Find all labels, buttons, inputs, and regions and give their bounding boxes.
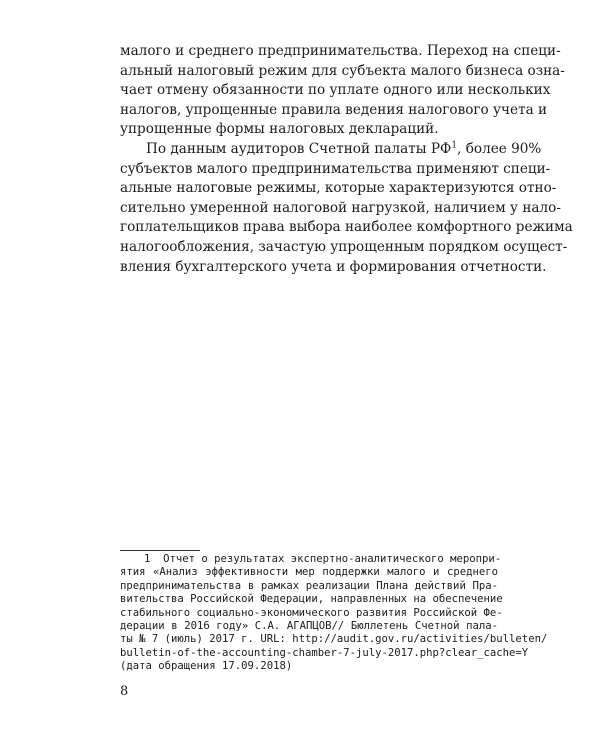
text-line: гоплательщиков права выбора наиболее комфортного режима [120,219,573,236]
text-line: налогов, упрощенные правила ведения налогового учета и [120,101,548,118]
footnote-reference[interactable]: 1 [451,140,458,151]
para2-start-text: По данным аудиторов Счетной палаты РФ [146,140,452,157]
footnote-separator [120,550,200,551]
text-line: упрощенные формы налоговых деклараций. [120,121,439,138]
footnote-first-text: Отчет о результатах экспертно-аналитического меропри- [163,553,502,565]
text-line: чает отмену обязанности по уплате одного или нескольких [120,82,551,99]
text-line: альные налоговые режимы, которые характеризуются отно- [120,180,557,197]
footnote-line: дерации в 2016 году» С.А. АГАПЦОВ// Бюллетень Счетной пала- [120,620,498,633]
text-line: субъектов малого предпринимательства применяют специ- [120,160,551,177]
footnote-mark: 1 [144,553,151,565]
footnote-line: стабильного социально-экономического развития Российской Фе- [120,606,503,619]
paragraph-2 [120,140,573,277]
main-text [120,42,573,277]
footnote [120,553,548,674]
page-number: 8 [120,684,129,699]
text-line: налогообложения, зачастую упрощенным порядком осущест- [120,238,568,255]
footnote-url-line[interactable]: bulletin-of-the-accounting-chamber-7-july-2017.php?clear_cache=Y [120,646,529,659]
text-line: вления бухгалтерского учета и формирования отчетности. [120,258,547,275]
text-line [120,140,542,160]
footnote-line: ятия «Анализ эффективности мер поддержки малого и среднего [120,566,498,579]
footnote-line: предпринимательства в рамках реализации Плана действий Пра- [120,579,498,592]
paragraph-1 [120,42,565,140]
footnote-line: вительства Российской Федерации, направленных на обеспечение [120,593,503,606]
text-line: альный налоговый режим для субъекта малого бизнеса озна- [120,62,565,79]
footnote-line: ты № 7 (июль) 2017 г. URL: http://audit.gov.ru/activities/bulleten/ [120,633,548,646]
footnote-line [120,553,502,566]
text-line: сительно умеренной налоговой нагрузкой, наличием у нало- [120,199,561,216]
footnote-line: (дата обращения 17.09.2018) [120,660,293,673]
para2-start-tail: , более 90% [457,140,542,157]
text-line: малого и среднего предпринимательства. Переход на специ- [120,43,561,59]
